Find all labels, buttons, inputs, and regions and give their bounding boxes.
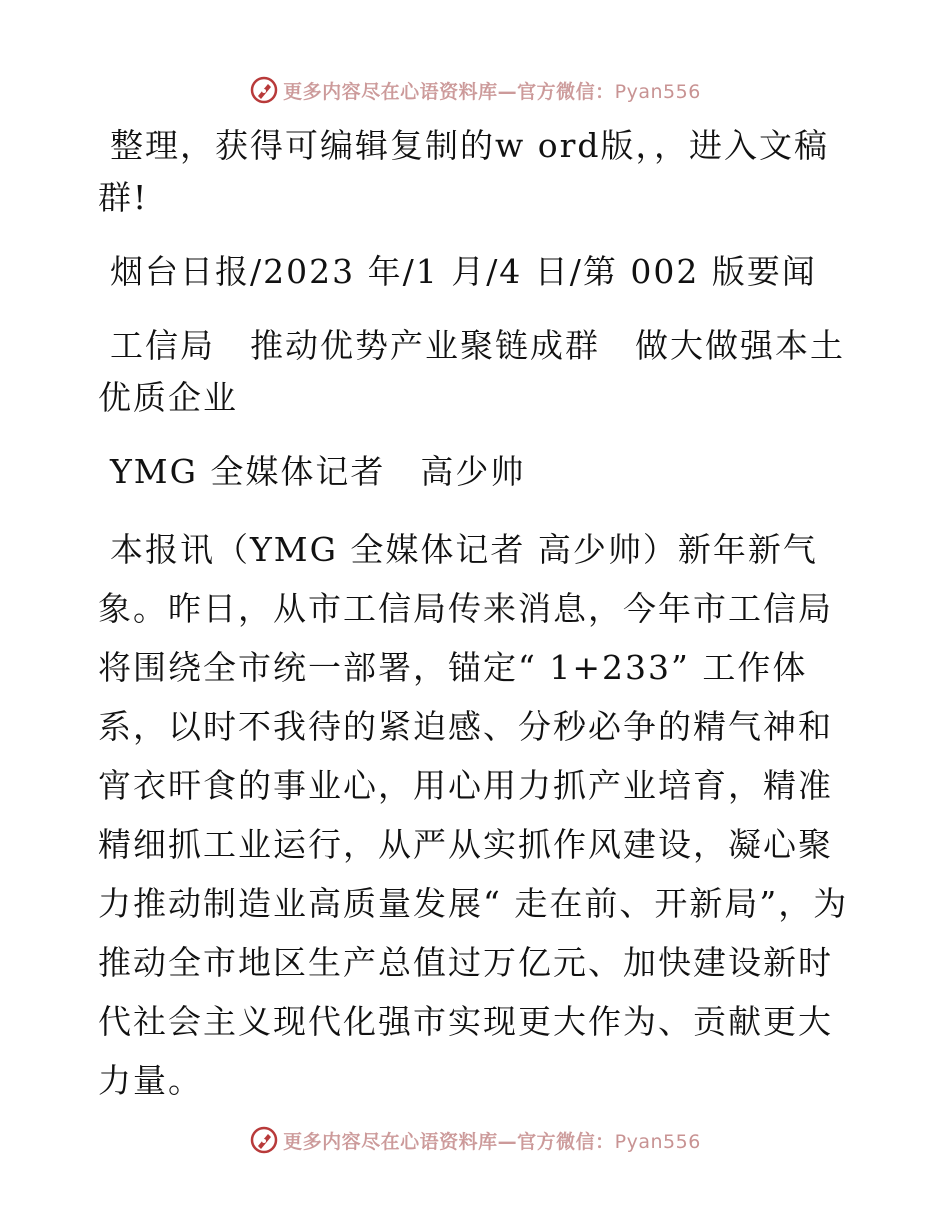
header-banner-text: 更多内容尽在心语资料库—官方微信：Pyan556 [283, 80, 701, 103]
pen-nib-circle-logo-icon [249, 1125, 279, 1155]
source-line: 烟台日报/2023 年/1 月/4 日/第 002 版要闻 [110, 252, 817, 291]
document-body [98, 120, 858, 1132]
intro-paragraph: 整理，获得可编辑复制的w ord版，，进入文稿群! [98, 126, 830, 217]
article-byline: YMG 全媒体记者 高少帅 [110, 452, 526, 491]
footer-banner-text: 更多内容尽在心语资料库—官方微信：Pyan556 [283, 1130, 701, 1153]
pen-nib-circle-logo-icon [249, 75, 279, 105]
article-body-paragraph: 本报讯（YMG 全媒体记者 高少帅）新年新气象。昨日，从市工信局传来消息，今年市工信局将围绕全市统一部署，锚定“ 1+233” 工作体系，以时不我待的紧迫感、分秒必争的精气神和宵衣旰食的事业心，用心用力抓产业培育，精准精细抓工业运行，从严从实抓作风建设，凝心聚力推动制造业高质量发展“ 走在前、开新局”，为推动全市地区生产总值过万亿元、加快建设新时代社会主义现代化强市实现更大作为、贡献更大力量。 [98, 530, 849, 1100]
footer-wechat-handle: Pyan556 [614, 1130, 701, 1153]
footer-banner [0, 1122, 950, 1158]
header-banner [0, 72, 950, 108]
header-wechat-handle: Pyan556 [614, 80, 701, 103]
article-headline: 工信局 推动优势产业聚链成群 做大做强本土优质企业 [98, 326, 845, 417]
